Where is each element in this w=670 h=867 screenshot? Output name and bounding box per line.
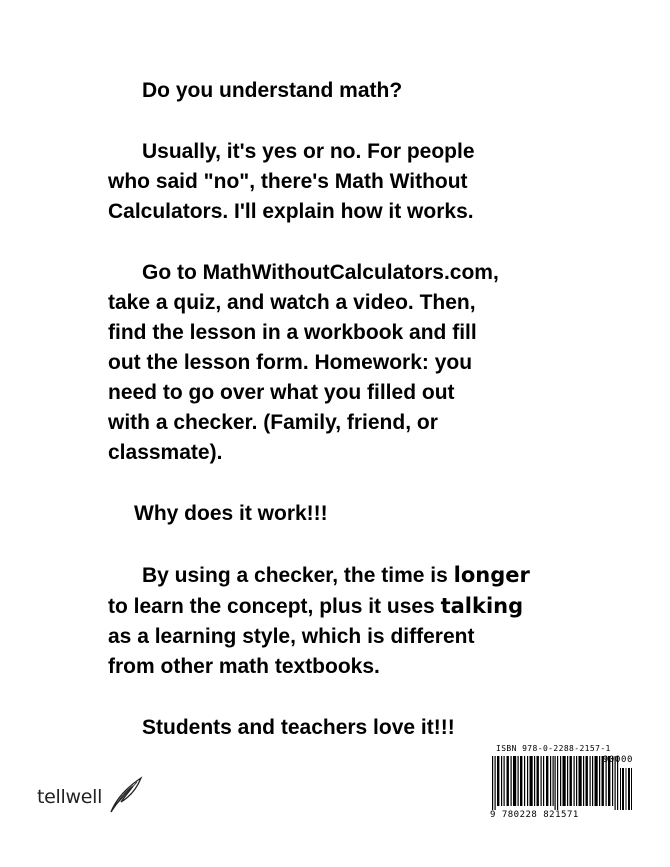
- paragraph-why: Why does it work!!!: [134, 502, 328, 525]
- publisher-logo-text: tellwell: [37, 786, 103, 808]
- ean-number: 9 780228 821571: [490, 810, 579, 820]
- emphasis-longer: longer: [453, 563, 530, 587]
- publisher-logo: [37, 774, 147, 824]
- paragraph-instructions: Go to MathWithoutCalculators.com, take a quiz, and watch a video. Then, find the lesson in a workbook and fill out the lesson form. Homework: you need to go over what you filled out with a checker. (Family, friend, or classmate).: [108, 261, 499, 464]
- paragraph-question: Do you understand math?: [142, 79, 403, 102]
- paragraph-intro: Usually, it's yes or no. For people who said "no", there's Math Without Calculators. I'll explain how it works.: [108, 140, 475, 223]
- paragraph-explanation: [108, 560, 568, 682]
- paragraph-closing: Students and teachers love it!!!: [142, 716, 455, 739]
- price-code: 90000: [602, 755, 633, 765]
- body-text: [108, 76, 568, 743]
- isbn-number: ISBN 978-0-2288-2157-1: [496, 744, 611, 753]
- emphasis-talking: talking: [440, 594, 524, 618]
- explanation-part-a: By using a checker, the time is: [142, 564, 454, 587]
- explanation-part-c: as a learning style, which is different from other math textbooks.: [108, 625, 475, 678]
- explanation-part-b: to learn the concept, plus it uses: [108, 595, 435, 618]
- feather-quill-icon: [107, 774, 145, 814]
- isbn-barcode: [490, 744, 633, 826]
